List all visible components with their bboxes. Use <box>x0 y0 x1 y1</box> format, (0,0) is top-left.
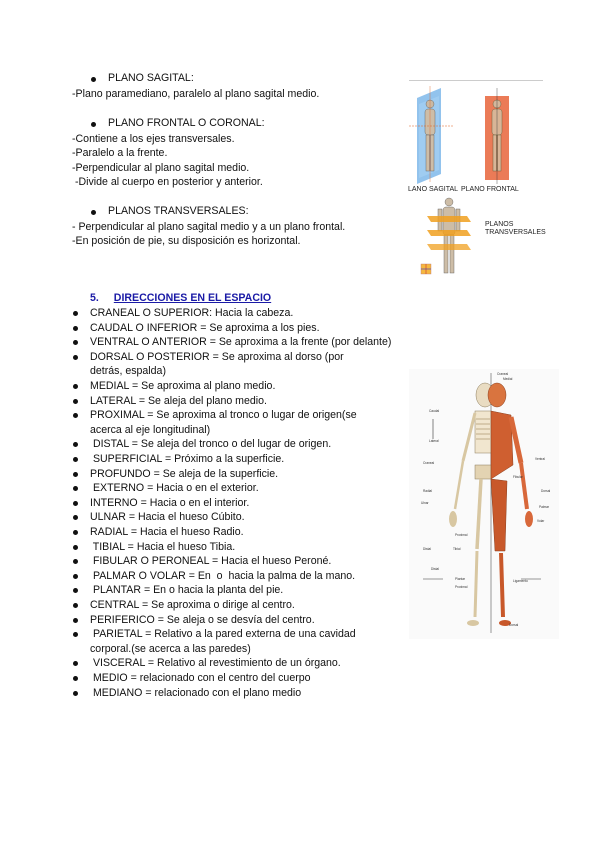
body-directions-figure <box>409 369 559 639</box>
direction-item <box>90 569 355 584</box>
direction-text: MEDIAL = Se aproxima al plano medio. <box>90 380 276 392</box>
direction-text: PERIFERICO = Se aleja o se desvía del centro. <box>90 613 315 626</box>
body-direction-label: Palmar <box>539 505 550 509</box>
plano-frontal-heading: PLANO FRONTAL O CORONAL: <box>108 117 265 129</box>
direction-item <box>90 656 341 671</box>
body-direction-label: Lateral <box>429 439 439 443</box>
direction-item <box>90 335 391 350</box>
bullet <box>73 340 78 345</box>
planos-transversales-line: -En posición de pie, su disposición es horizontal. <box>72 235 301 247</box>
direction-text: RADIAL = Hacia el hueso Radio. <box>90 526 244 538</box>
body-direction-label: Volar <box>537 519 545 523</box>
caption-planos-transversales-2: TRANSVERSALES <box>485 229 546 236</box>
direction-text: PALMAR O VOLAR = En o hacia la palma de la mano. <box>90 569 356 582</box>
direction-text: CAUDAL O INFERIOR = Se aproxima a los pies. <box>90 321 320 334</box>
bullet <box>73 661 78 666</box>
plano-frontal-line: -Contiene a los ejes transversales. <box>72 133 235 145</box>
bullet <box>91 210 96 215</box>
bullet <box>73 355 78 360</box>
body-direction-label: Craneal <box>497 372 509 376</box>
direction-text: TIBIAL = Hacia el hueso Tibia. <box>90 540 236 553</box>
body-direction-label: Ventral <box>535 457 545 461</box>
direction-item <box>90 496 249 511</box>
bullet <box>73 457 78 462</box>
direction-item-continuation <box>90 364 166 379</box>
body-direction-label: Proximal <box>455 585 468 589</box>
plano-frontal-line: -Perpendicular al plano sagital medio. <box>72 162 250 174</box>
direction-text: PROFUNDO = Se aleja de la superficie. <box>90 467 279 480</box>
direction-text: acerca al eje longitudinal) <box>90 423 211 436</box>
direction-text: INTERNO = Hacia o en el interior. <box>90 496 250 509</box>
body-direction-label: Distal <box>431 567 439 571</box>
direction-item <box>90 627 356 642</box>
bullet <box>73 545 78 550</box>
planos-transversales-heading: PLANOS TRANSVERSALES: <box>108 205 249 217</box>
body-direction-label: Radial <box>423 489 433 493</box>
plano-frontal-line: -Divide al cuerpo en posterior y anterior. <box>72 176 263 188</box>
direction-item <box>90 686 301 701</box>
direction-item <box>90 598 295 613</box>
body-direction-label: Craneal <box>423 461 435 465</box>
caption-plano-sagital: LANO SAGITAL <box>408 186 459 193</box>
bullet <box>73 311 78 316</box>
direction-item <box>90 350 344 365</box>
direction-item <box>90 452 284 467</box>
direction-item <box>90 408 357 423</box>
body-direction-label: Caudal <box>429 409 440 413</box>
direction-text: SUPERFICIAL = Próximo a la superficie. <box>90 453 285 465</box>
body-direction-label: Ligamento <box>513 579 528 583</box>
direction-text: PARIETAL = Relativo a la pared externa de una cavidad <box>90 628 356 641</box>
bullet <box>73 632 78 637</box>
direction-item <box>90 613 315 628</box>
direction-text: MEDIANO = relacionado con el plano medio <box>90 686 302 699</box>
plano-frontal-line: -Paralelo a la frente. <box>72 147 168 159</box>
direction-item <box>90 321 320 336</box>
direction-item <box>90 437 331 452</box>
planes-illustration <box>405 82 547 288</box>
figure-top-rule <box>409 80 543 81</box>
direction-text: corporal.(se acerca a las paredes) <box>90 642 251 655</box>
direction-text: DORSAL O POSTERIOR = Se aproxima al dorso (por <box>90 350 344 363</box>
direction-text: DISTAL = Se aleja del tronco o del lugar de origen. <box>90 438 332 451</box>
anatomical-planes-figure <box>405 78 547 290</box>
caption-plano-frontal: PLANO FRONTAL <box>461 186 519 193</box>
direction-text: VISCERAL = Relativo al revestimiento de un órgano. <box>90 657 341 670</box>
direction-item <box>90 481 259 496</box>
bullet <box>91 122 96 127</box>
bullet <box>73 486 78 491</box>
body-direction-label: Fibular <box>513 475 523 479</box>
body-direction-label: Dorsal <box>541 489 551 493</box>
direction-text: EXTERNO = Hacia o en el exterior. <box>90 482 259 495</box>
body-direction-label: Medial <box>503 377 513 381</box>
body-direction-label: Ulnar <box>421 501 429 505</box>
direction-item <box>90 525 244 540</box>
section-title: DIRECCIONES EN EL ESPACIO <box>113 292 272 304</box>
direction-item <box>90 583 283 598</box>
section-number: 5. <box>90 292 99 304</box>
bullet <box>73 691 78 696</box>
direction-text: detrás, espalda) <box>90 365 166 378</box>
body-direction-label: Proximal <box>455 533 468 537</box>
body-direction-label: Dorsal <box>509 623 519 627</box>
direction-item <box>90 554 331 569</box>
direction-item <box>90 467 278 482</box>
direction-text: LATERAL = Se aleja del plano medio. <box>90 394 267 407</box>
bullet <box>73 574 78 579</box>
direction-text: FIBULAR O PERONEAL = Hacia el hueso Peroné. <box>90 555 332 568</box>
bullet <box>73 676 78 681</box>
plano-sagital-line: -Plano paramediano, paralelo al plano sagital medio. <box>72 88 320 100</box>
body-direction-label: Tibial <box>453 547 461 551</box>
bullet <box>73 588 78 593</box>
bullet <box>73 618 78 623</box>
bullet <box>73 399 78 404</box>
bullet <box>73 515 78 520</box>
direction-text: PROXIMAL = Se aproxima al tronco o lugar de origen(se <box>90 409 357 422</box>
bullet <box>73 501 78 506</box>
body-direction-label: Distal <box>423 547 431 551</box>
direction-item <box>90 510 245 525</box>
direction-text: CENTRAL = Se aproxima o dirige al centro. <box>90 599 295 611</box>
direction-item <box>90 671 311 686</box>
planos-transversales-line: - Perpendicular al plano sagital medio y a un plano frontal. <box>72 221 346 233</box>
bullet <box>73 326 78 331</box>
bullet <box>73 472 78 477</box>
direction-item <box>90 306 293 321</box>
direction-item <box>90 540 235 555</box>
direction-text: ULNAR = Hacia el hueso Cúbito. <box>90 511 245 524</box>
direction-text: VENTRAL O ANTERIOR = Se aproxima a la frente (por delante) <box>90 336 392 349</box>
direction-item-continuation <box>90 642 251 657</box>
bullet <box>73 603 78 608</box>
bullet <box>73 559 78 564</box>
direction-item <box>90 394 267 409</box>
direction-text: PLANTAR = En o hacia la planta del pie. <box>90 584 284 597</box>
bullet <box>73 530 78 535</box>
direction-text: CRANEAL O SUPERIOR: Hacia la cabeza. <box>90 307 294 319</box>
bullet <box>73 384 78 389</box>
caption-planos-transversales-1: PLANOS <box>485 221 514 228</box>
plano-sagital-heading: PLANO SAGITAL: <box>108 72 194 84</box>
bullet <box>73 413 78 418</box>
bullet <box>91 77 96 82</box>
direction-text: MEDIO = relacionado con el centro del cuerpo <box>90 672 311 684</box>
bullet <box>73 442 78 447</box>
section-heading <box>90 291 271 305</box>
direction-item-continuation <box>90 423 210 438</box>
body-direction-label: Plantar <box>455 577 466 581</box>
direction-item <box>90 379 275 394</box>
